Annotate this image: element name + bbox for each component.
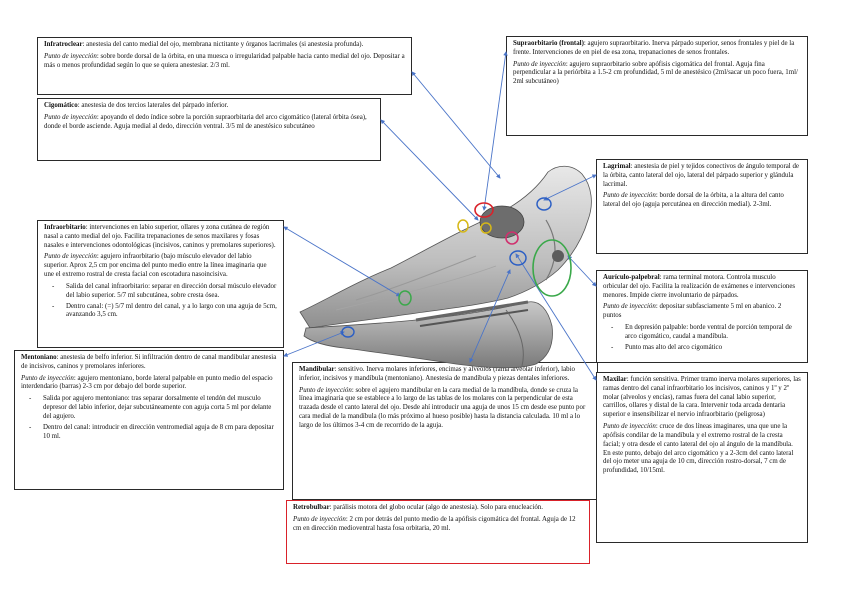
cigomatico-desc: : anestesia de dos tercios laterales del párpado inferior. <box>77 102 229 109</box>
cigomatico-punto-label: Punto de inyección <box>44 113 97 121</box>
infratroclear-desc: : anestesia del canto medial del ojo, membrana nictitante y órganos lacrimales (si anestesia profunda). <box>82 41 364 48</box>
auriculo-box <box>596 270 808 363</box>
list-item: - Salida por agujero mentoniano: tras separar dorsalmente el tendón del musculo depresor del labio inferior, dejar subcutáneamente con aguja corta 5 ml por delante del agujero. <box>43 395 277 421</box>
auriculo-punto: : depositar subfasciamente 5 ml en abanico. 2 puntos <box>603 303 782 320</box>
maxilar-title: Maxilar <box>603 376 627 383</box>
list-item: - Punto mas alto del arco cigomático <box>625 344 801 353</box>
list-item: - Salida del canal infraorbitario: separar en dirección dorsal músculo elevador del labio superior. 5/7 ml subcutánea, sobre cresta ósea. <box>66 283 277 301</box>
retrobulbar-desc: : parálisis motora del globo ocular (algo de anestesia). Solo para enucleación. <box>329 504 543 511</box>
retrobulbar-title: Retrobulbar <box>293 504 330 511</box>
mentoniano-punto: : agujero mentoniano, borde lateral palpable en punto medio del espacio interdendario (barras) 2-3 cm por debajo del borde superior. <box>21 374 273 391</box>
lagrimal-desc: : anestesia de piel y tejidos conectivos de ángulo temporal de la órbita, canto lateral del ojo, lateral del párpado superior y glándula lacrimal. <box>603 163 799 188</box>
mandibular-box <box>292 362 598 500</box>
cigomatico-box <box>37 98 381 161</box>
supraorbitario-punto: : agujero supraorbitario sobre apófisis cigomática del frontal. Aguja fina perpendicular a la periórbita a 1.5-2 cm profundidad, 5 ml de anestésico (2ml/sacar un poco fuera, 1ml/ 2ml subcutáneo) <box>513 60 798 86</box>
list-item: - En depresión palpable: borde ventral de porción temporal de arco cigomático, caudal a mandíbula. <box>625 324 801 342</box>
maxilar-desc: : función sensitiva. Primer tramo inerva molares superiores, las ramas dentro del canal infraorbitario los incisivos, caninos y 1º y 2º molar (alveolos y encías), ramas fuera del canal labio superior, carrillos, ollares y distal de la cara. Intervenir toda arcada dentaria superior e insensibilizar el nervio infraorbitario (peligrosa) <box>603 376 801 419</box>
mentoniano-box <box>14 350 284 490</box>
lagrimal-punto: : borde dorsal de la órbita, a la altura del canto lateral del ojo (aguja percutánea en dirección medial). 2-3ml. <box>603 192 784 209</box>
supraorbitario-punto-label: Punto de inyección <box>513 60 566 68</box>
supraorbitario-desc: : agujero supraorbitario. Inerva párpado superior, senos frontales y piel de la frente. Intervenciones de en piel de esa zona, trepanaciones de senos frontales. <box>513 40 795 56</box>
infraorbitario-punto: : agujero infraorbitario (bajo músculo elevador del labio superior. Aprox 2,5 cm por encima del punto medio entre la línea imaginaria que une el extremo rostral de cresta facial con escotadura nasoincisiva. <box>44 253 267 279</box>
horse-skull-illustration <box>296 160 598 372</box>
infraorbitario-title: Infraorbitario <box>44 224 86 231</box>
infratroclear-title: Infratroclear <box>44 41 83 48</box>
cigomatico-title: Cigomático <box>44 102 78 109</box>
infraorbitario-list <box>44 283 277 320</box>
infraorbitario-box <box>37 220 284 348</box>
mentoniano-punto-label: Punto de inyección <box>21 374 74 382</box>
list-item: - Dentro del canal: introducir en dirección ventromedial aguja de 8 cm para depositar 10 ml. <box>43 424 277 442</box>
maxilar-box <box>596 372 808 543</box>
mandibular-title: Mandibular <box>299 366 335 373</box>
list-item: - Dentro canal: (=) 5/7 ml dentro del canal, y a lo largo con una aguja de 5cm, avanzando 3,5 cm. <box>66 303 277 321</box>
mandibular-desc: : sensitivo. Inerva molares inferiores, encimas y alveolos (rama alveolar inferior), labio inferior, incisivos y mandíbula (mentoniano). Anestesia de mandíbula y piezas dentales inferiores. <box>299 366 575 382</box>
maxilar-punto: : cruce de dos líneas imaginares, una que une la apófisis condilar de la mandíbula y el extremo rostral de la cresta facial; y otra desde el canto lateral del ojo al ángulo de la mandíbula. En este punto, debajo del arco cigomático y a 2-3cm del canto lateral del ojo meter una aguja de 10 cm, dirección rostro-dorsal, 7 cm de profundidad, 10/15ml. <box>603 423 794 475</box>
infratroclear-box <box>37 37 412 95</box>
supraorbitario-box <box>506 36 808 136</box>
retrobulbar-punto: : 2 cm por detrás del punto medio de la apófisis cigomática del frontal. Aguja de 12 cm en dirección medioventral hasta fosa orbitaria, 20 ml. <box>293 515 576 532</box>
retrobulbar-punto-label: Punto de inyección <box>293 515 346 523</box>
cigomatico-punto: : apoyando el dedo índice sobre la porción supraorbitaria del arco cigomático (lateral órbita ósea), donde el borde asciende. Aguja medial al dedo, dirección ventral. 3/5 ml de anestésico subcutáneo <box>44 113 367 130</box>
mentoniano-desc: : anestesia de belfo inferior. Si infiltración dentro de canal mandibular anestesia de incisivos, caninos y premolares inferiores. <box>21 354 277 370</box>
lagrimal-title: Lagrimal <box>603 163 631 170</box>
mandibular-punto-label: Punto de inyección <box>299 386 352 394</box>
infratroclear-punto-label: Punto de inyección <box>44 52 97 60</box>
infratroclear-punto: : sobre borde dorsal de la órbita, en una muesca o irregularidad palpable hacia canto medial del ojo. Depositar a más o menos profundidad según lo que se quiera anestesiar. 2/3 ml. <box>44 52 405 69</box>
lagrimal-punto-label: Punto de inyección <box>603 192 656 200</box>
auriculo-list <box>603 324 801 352</box>
auriculo-desc: : rama terminal motora. Controla musculo orbicular del ojo. Facilita la realización de exámenes e intervenciones menores. Impide cierre involuntario de párpados. <box>603 274 796 299</box>
supraorbitario-title: Supraorbitario (frontal) <box>513 40 584 47</box>
maxilar-punto-label: Punto de inyección <box>603 423 656 431</box>
auriculo-punto-label: Punto de inyección <box>603 303 656 311</box>
mentoniano-list <box>21 395 277 441</box>
mentoniano-title: Mentoniano <box>21 354 57 361</box>
lagrimal-box <box>596 159 808 254</box>
mandibular-punto: : sobre el agujero mandibular en la cara medial de la mandíbula, donde se cruza la línea imaginaria que se establece a lo largo de las tablas de los molares con la perpendicular de esta trazada desde el canto lateral del ojo. Desde ahí introducir una aguja de unos 15 cm desde ese punto por cara medial de la mandíbula (lo más próximo al hueso posible) hasta la distancia calculada. 10 ml a lo largo de los últimos 3-4 cm de recorrido de la aguja. <box>299 386 586 429</box>
infraorbitario-desc: : intervenciones en labio superior, ollares y zona cutánea de región nasal a canto medial del ojo. Facilita trepanaciones de senos maxilares y fosas nasales e intervenciones odontológicas (incisivos, caninos y premolares superiores). <box>44 224 276 249</box>
infraorbitario-punto-label: Punto de inyección <box>44 253 97 261</box>
auriculo-title: Aurículo-palpebral <box>603 274 660 281</box>
retrobulbar-box <box>286 500 590 564</box>
